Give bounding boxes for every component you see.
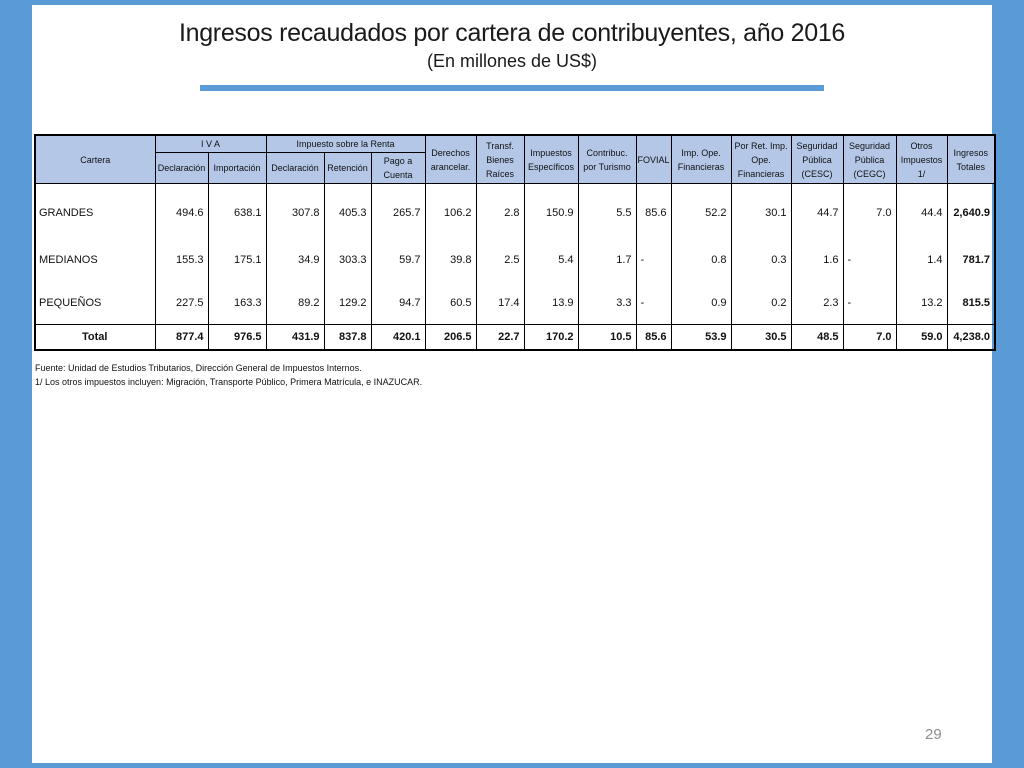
cell: -: [843, 281, 896, 325]
cell: 30.5: [731, 325, 791, 351]
cell: 1.7: [578, 238, 636, 281]
header-seguridad-cegc: Seguridad Pública (CEGC): [843, 135, 896, 184]
cell: 44.7: [791, 184, 843, 239]
header-contribuc-turismo: Contribuc. por Turismo: [578, 135, 636, 184]
cell: 0.2: [731, 281, 791, 325]
cell: 48.5: [791, 325, 843, 351]
header-transf: Transf. Bienes Raíces: [476, 135, 524, 184]
header-iva: I V A: [155, 135, 266, 153]
header-impuestos-especificos: Impuestos Específicos: [524, 135, 578, 184]
cell: 7.0: [843, 184, 896, 239]
header-otros: Otros Impuestos 1/: [896, 135, 947, 184]
table-notes: [35, 361, 422, 389]
header-renta: Impuesto sobre la Renta: [266, 135, 425, 153]
cell: 265.7: [371, 184, 425, 239]
cell-grand-total: 4,238.0: [947, 325, 995, 351]
header-renta-retencion: Retención: [324, 153, 371, 184]
page-number: 29: [925, 726, 942, 743]
cell: 44.4: [896, 184, 947, 239]
table-row: [35, 238, 995, 281]
header-derechos: Derechos arancelar.: [425, 135, 476, 184]
cell: -: [843, 238, 896, 281]
revenue-table-wrapper: [34, 134, 994, 351]
slide-title: Ingresos recaudados por cartera de contribuyentes, año 2016: [178, 19, 846, 47]
cell: 1.4: [896, 238, 947, 281]
cell: 638.1: [208, 184, 266, 239]
cell: 39.8: [425, 238, 476, 281]
cell: 17.4: [476, 281, 524, 325]
header-totales: Ingresos Totales: [947, 135, 995, 184]
footnote: 1/ Los otros impuestos incluyen: Migración, Transporte Público, Primera Matrícula, e INAZUCAR.: [35, 377, 423, 387]
cell: -: [636, 238, 671, 281]
cell: 227.5: [155, 281, 208, 325]
cell: 175.1: [208, 238, 266, 281]
header-por-ret: Por Ret. Imp. Ope. Financieras: [731, 135, 791, 184]
cell: 30.1: [731, 184, 791, 239]
cell: 53.9: [671, 325, 731, 351]
cell-total: 781.7: [947, 238, 995, 281]
cell: 0.8: [671, 238, 731, 281]
cell: 163.3: [208, 281, 266, 325]
cell: 837.8: [324, 325, 371, 351]
header-imp-ope: Imp. Ope. Financieras: [671, 135, 731, 184]
cell: 85.6: [636, 184, 671, 239]
header-renta-declaracion: Declaración: [266, 153, 324, 184]
cell: 89.2: [266, 281, 324, 325]
cell-total: 815.5: [947, 281, 995, 325]
cell: 59.7: [371, 238, 425, 281]
cell: 85.6: [636, 325, 671, 351]
cell: 405.3: [324, 184, 371, 239]
cell: 34.9: [266, 238, 324, 281]
table-row: [35, 281, 995, 325]
cell: 129.2: [324, 281, 371, 325]
header-renta-pago: Pago a Cuenta: [371, 153, 425, 184]
slide-subtitle: (En millones de US$): [426, 51, 598, 71]
cell: 303.3: [324, 238, 371, 281]
row-label: PEQUEÑOS: [35, 281, 155, 325]
header-cartera: Cartera: [35, 135, 155, 184]
title-underline: [200, 85, 824, 91]
cell: 2.3: [791, 281, 843, 325]
cell: 0.9: [671, 281, 731, 325]
cell: 150.9: [524, 184, 578, 239]
cell: 2.8: [476, 184, 524, 239]
cell: 307.8: [266, 184, 324, 239]
cell: 2.5: [476, 238, 524, 281]
cell: 170.2: [524, 325, 578, 351]
cell: 431.9: [266, 325, 324, 351]
cell: 206.5: [425, 325, 476, 351]
cell: 1.6: [791, 238, 843, 281]
cell-total: 2,640.9: [947, 184, 995, 239]
cell: -: [636, 281, 671, 325]
cell: 420.1: [371, 325, 425, 351]
cell: 5.5: [578, 184, 636, 239]
row-label: MEDIANOS: [35, 238, 155, 281]
cell: 3.3: [578, 281, 636, 325]
cell: 60.5: [425, 281, 476, 325]
cell: 877.4: [155, 325, 208, 351]
cell: 10.5: [578, 325, 636, 351]
slide: [32, 5, 992, 763]
cell: 5.4: [524, 238, 578, 281]
row-label: GRANDES: [35, 184, 155, 239]
cell: 7.0: [843, 325, 896, 351]
cell: 13.9: [524, 281, 578, 325]
cell: 155.3: [155, 238, 208, 281]
cell: 494.6: [155, 184, 208, 239]
row-label-total: Total: [35, 325, 155, 351]
header-iva-importacion: Importación: [208, 153, 266, 184]
table-row: [35, 184, 995, 239]
header-iva-declaracion: Declaración: [155, 153, 208, 184]
cell: 52.2: [671, 184, 731, 239]
table-row-total: [35, 325, 995, 351]
header-fovial: FOVIAL: [636, 135, 671, 184]
cell: 59.0: [896, 325, 947, 351]
header-seguridad-cesc: Seguridad Pública (CESC): [791, 135, 843, 184]
cell: 976.5: [208, 325, 266, 351]
cell: 0.3: [731, 238, 791, 281]
source-note: Fuente: Unidad de Estudios Tributarios, Dirección General de Impuestos Internos.: [35, 363, 362, 373]
cell: 13.2: [896, 281, 947, 325]
cell: 94.7: [371, 281, 425, 325]
cell: 22.7: [476, 325, 524, 351]
cell: 106.2: [425, 184, 476, 239]
revenue-table: [34, 134, 996, 351]
